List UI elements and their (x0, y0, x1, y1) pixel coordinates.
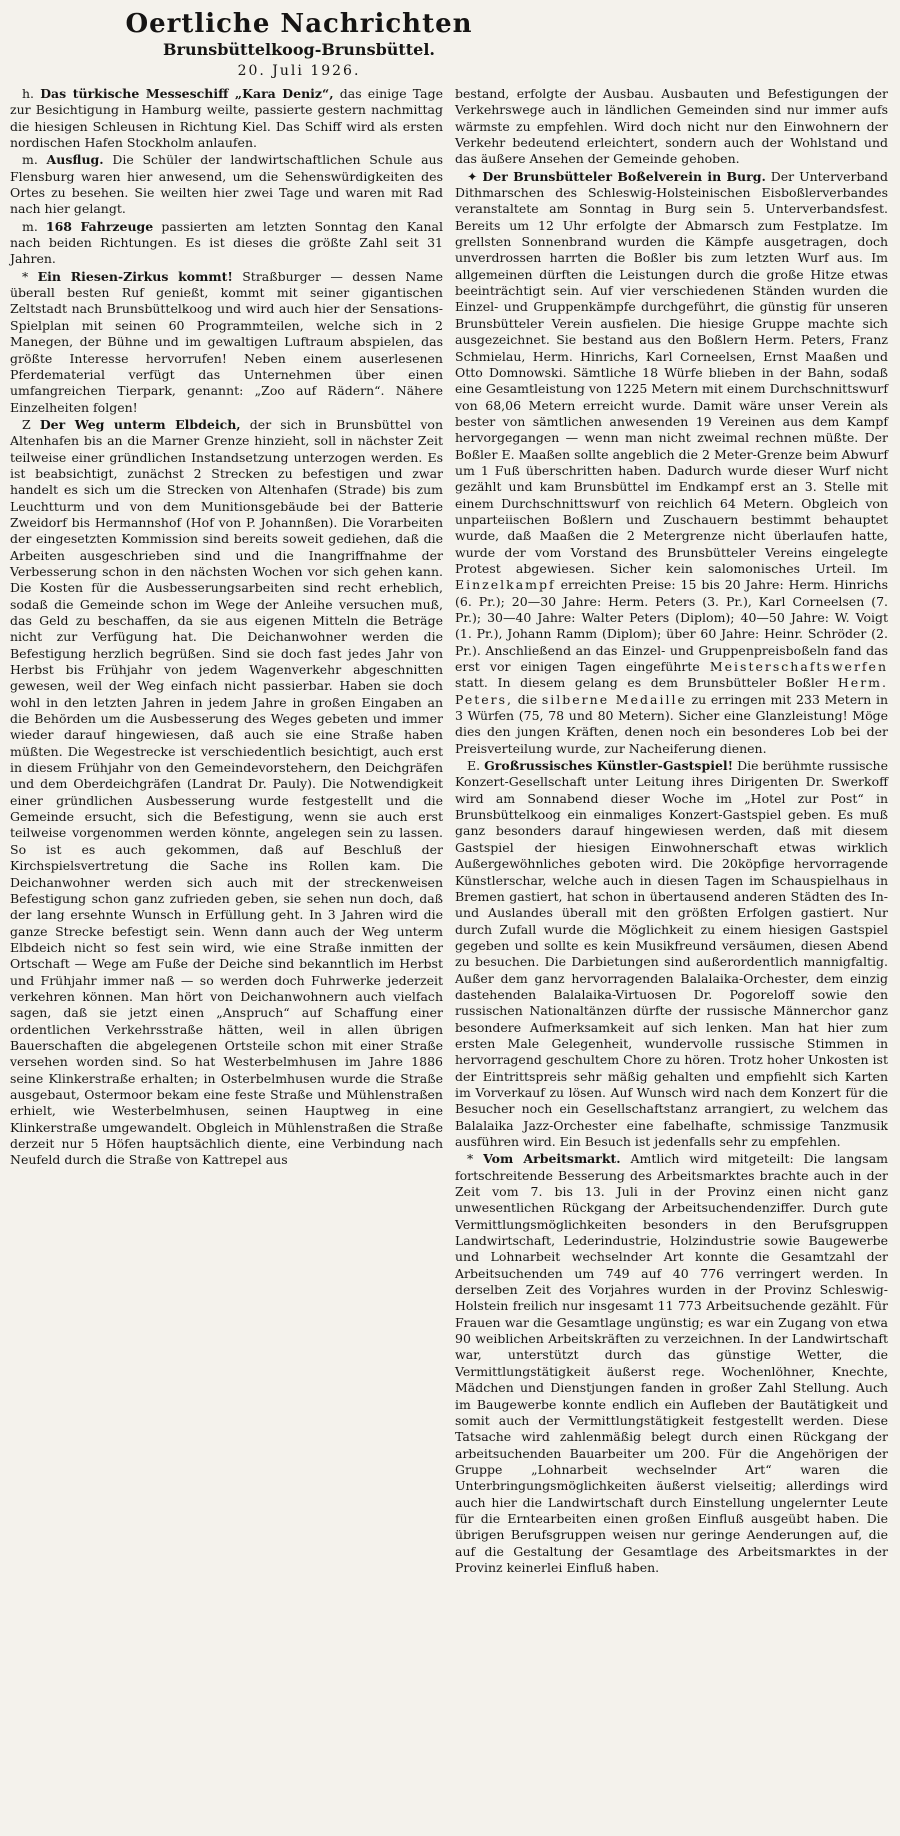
article-body: statt. In diesem gelang es dem Brunsbütteler Boßler (455, 675, 838, 691)
article-body: Der Unterverband Dithmarschen des Schleswig-Holsteinischen Eisboßlerverbandes veranstaltete am Sonntag in Burg sein 5. Unterverbandsfest. Bereits um 12 Uhr erfolgte der Abmarsch zum Festplatze. Im grellsten Sonnenbrand wurden die Kämpfe ausgetragen, doch unverdrossen harrten die Boßler bis zum letzten Wurf aus. Im allgemeinen dürften die Leistungen durch die große Hitze etwas beeinträchtigt sein. Auf vier verschiedenen Ständen wurden die Einzel- und Gruppenkämpfe durchgeführt, die günstig für unseren Brunsbütteler Verein ausfielen. Die hiesige Gruppe machte sich ausgezeichnet. Sie bestand aus den Boßlern Herm. Peters, Franz Schmielau, Herm. Hinrichs, Karl Corneelsen, Ernst Maaßen und Otto Domnowski. Sämtliche 18 Würfe blieben in der Bahn, sodaß eine Gesamtleistung von 1225 Metern mit einem Durchschnittswurf von 68,06 Metern erreicht wurde. Damit wäre unser Verein als bester von sämtlichen anwesenden 19 Vereinen aus dem Kampf hervorgegangen — wenn man nicht zweimal rechnen müßte. Der Boßler E. Maaßen sollte angeblich die 2 Meter-Grenze beim Abwurf um 1 Fuß überschritten haben. Dadurch wurde dieser Wurf nicht gezählt und kam Brunsbüttel im Endkampf erst an 3. Stelle mit einem Durchschnittswurf von reichlich 64 Metern. Obgleich von unparteiischen Boßlern und Zuschauern bestimmt behauptet wurde, daß Maaßen die 2 Metergrenze nicht überlaufen hatte, wurde der vom Vorstand des Brunsbütteler Vereins eingelegte Protest abgewiesen. Sicher kein salomonisches Urteil. Im (455, 168, 888, 576)
article-body: erreichten Preise: 15 bis 20 Jahre: Herm. Hinrichs (6. Pr.); 20—30 Jahre: Herm. Peters (3. Pr.), Karl Corneelsen (7. Pr.); 30—40 Jahre: Walter Peters (Diplom); 40—50 Jahre: W. Voigt (1. Pr.), Johann Ramm (Diplom); über 60 Jahre: Heinr. Schröder (2. Pr.). Anschließend an das Einzel- und Gruppenpreisboßeln fand das erst vor einigen Tagen eingeführte (455, 577, 888, 675)
article-bosselverein (455, 169, 888, 757)
column-right (455, 86, 888, 1577)
article-headline: Der Weg unterm Elbdeich, (39, 416, 241, 432)
page-subtitle: Brunsbüttelkoog-Brunsbüttel. (163, 40, 435, 59)
article-headline: Ein Riesen-Zirkus kommt! (37, 268, 233, 284)
issue-date: 20. Juli 1926. (237, 63, 361, 79)
article-body: der sich in Brunsbüttel von Altenhafen bis an die Marner Grenze hinzieht, soll in nächster Zeit teilweise einer gründlichen Instandsetzung unterzogen werden. Es ist beabsichtigt, zunächst 2 Strecken zu befestigen und zwar handelt es sich um die Strecken von Altenhafen (Strade) bis zum Leuchtturm und von dem Munitionsgebäude bei der Batterie Zweidorf bis Hermannshof (Hof von P. Johannßen). Die Vorarbeiten der eingesetzten Kommission sind bereits soweit gediehen, daß die Arbeiten ausgeschrieben sind und die Inangriffnahme der Verbesserung schon in den nächsten Wochen vor sich gehen kann. Die Kosten für die Ausbesserungsarbeiten sind recht erheblich, sodaß die Gemeinde schon im Wege der Anleihe versuchen muß, das Geld zu beschaffen, da sie aus eigenen Mitteln die Beträge nicht zur Verfügung hat. Die Deichanwohner werden die Befestigung herzlich begrüßen. Sind sie doch fast jedes Jahr von Herbst bis Frühjahr von jedem Wagenverkehr abgeschnitten gewesen, weil der Weg einfach nicht passierbar. Haben sie doch wohl in den letzten Jahren in jedem Jahre in großen Eingaben an die Behörden um die Ausbesserung des Weges gebeten und immer wieder darauf hingewiesen, daß auch sie eine Straße haben müßten. Die Wegestrecke ist verschiedentlich besichtigt, auch erst in diesem Frühjahr von den Gemeindevorstehern, den Deichgräfen und dem Oberdeichgräfen (Landrat Dr. Pauly). Die Notwendigkeit einer gründlichen Ausbesserung wurde festgestellt und die Gemeinde ersucht, sich die Befestigung, wenn sie auch erst teilweise vorgenommen werden könnte, angelegen sein zu lassen. So ist es auch gekommen, daß auf Beschluß der Kirchspielsvertretung die Sache ins Rollen kam. Die Deichanwohner werden sich auch mit der streckenweisen Befestigung schon ganz zufrieden geben, sie sehen nun doch, daß der lang ersehnte Wunsch in Erfüllung geht. In 3 Jahren wird die ganze Strecke befestigt sein. Wenn dann auch der Weg unterm Elbdeich nicht so fest sein wird, wie eine Straße inmitten der Ortschaft — Wege am Fuße der Deiche sind bekanntlich im Herbst und Frühjahr immer naß — so werden doch Fuhrwerke jederzeit verkehren können. Man hört von Deichanwohnern auch vielfach sagen, daß sie jetzt einen „Anspruch“ auf Schaffung einer ordentlichen Verkehrsstraße hätten, weil in allen übrigen Bauerschaften die abgelegenen Ortsteile schon mit einer Straße versehen worden sind. So hat Westerbelmhusen im Jahre 1886 seine Klinkerstraße erhalten; in Osterbelmhusen wurde die Straße ausgebaut, Ostermoor bekam eine feste Straße und Mühlenstraßen erhielt, wie Westerbelmhusen, seinen Hauptweg in eine Klinkerstraße umgewandelt. Obgleich in Mühlenstraßen die Straße derzeit nur 5 Höfen hauptsächlich diente, eine Verbindung nach Neufeld durch die Straße von Kattrepel aus (10, 416, 444, 1168)
article-prefix: E. (467, 758, 485, 774)
article-body: das einige Tage zur Besichtigung in Hamburg weilte, passierte gestern nachmittag die hiesigen Schleusen in Richtung Kiel. Das Schiff wird als ersten nordischen Hafen Stockholm anlaufen. (10, 86, 444, 151)
article-elbdeich-road (10, 417, 443, 1169)
article-body: Amtlich wird mitgeteilt: Die langsam fortschreitende Besserung des Arbeitsmarktes brachte auch in der Zeit vom 7. bis 13. Juli in der Provinz einen nicht ganz unwesentlichen Rückgang der Arbeitsuchendenziffer. Durch gute Vermittlungsmöglichkeiten besonders in den Berufsgruppen Landwirtschaft, Lederindustrie, Holzindustrie sowie Baugewerbe und Lohnarbeit wechselnder Art konnte die Gesamtzahl der Arbeitsuchenden um 749 auf 40 776 verringert werden. In derselben Zeit des Vorjahres wurden in der Provinz Schleswig-Holstein freilich nur insgesamt 11 773 Arbeitsuchende gezählt. Für Frauen war die Gesamtlage ungünstig; es war ein Zugang von etwa 90 weiblichen Arbeitskräften zu verzeichnen. In der Landwirtschaft war, unterstützt durch das günstige Wetter, die Vermittlungstätigkeit äußerst rege. Wochenlöhner, Knechte, Mädchen und Dienstjungen fanden in großer Zahl Stellung. Auch im Baugewerbe konnte endlich ein Aufleben der Bautätigkeit und somit auch der Vermittlungstätigkeit festgestellt werden. Diese Tatsache wird zahlenmäßig belegt durch einen Rückgang der arbeitsuchenden Bauarbeiter um 200. Für die Angehörigen der Gruppe „Lohnarbeit wechselnder Art“ waren die Unterbringungsmöglichkeiten äußerst vielseitig; allerdings wird auch hier die Landwirtschaft durch Einstellung ungelernter Leute für die Erntearbeiten einen großen Einfluß ausgeübt haben. Die übrigen Berufsgruppen weisen nur geringe Aenderungen auf, die auf die Gestaltung der Gesamtlage des Arbeitsmarktes in der Provinz keinerlei Einfluß haben. (455, 1151, 888, 1575)
article-turkish-ship (10, 86, 443, 151)
article-headline: Der Brunsbütteler Boßelverein in Burg. (482, 168, 766, 184)
article-prefix: m. (22, 218, 46, 234)
article-prefix: Z (22, 416, 40, 432)
article-prefix: * (467, 1151, 484, 1167)
article-prefix: m. (22, 152, 47, 168)
article-body: Straßburger — dessen Name überall besten Ruf genießt, kommt mit seiner gigantischen Zeltstadt nach Brunsbüttelkoog und wird auch hier der Sensations-Spielplan mit seinen 60 Programmteilen, welche sich in 2 Manegen, der Bühne und im gewaltigen Luftraum abspielen, das größte Interesse hervorrufen! Neben einem auserlesenen Pferdematerial verfügt das Unternehmen über einen umfangreichen Tierpark, genannt: „Zoo auf Rädern“. Nähere Einzelheiten folgen! (10, 268, 443, 415)
article-prefix: h. (22, 86, 41, 101)
article-vessels (10, 219, 443, 268)
article-body: die (513, 691, 542, 707)
article-labor-market (455, 1151, 888, 1576)
article-prefix: * (22, 268, 38, 284)
page-title: Oertliche Nachrichten (125, 9, 473, 39)
article-headline: Großrussisches Künstler-Gastspiel! (484, 758, 734, 774)
article-body: Die berühmte russische Konzert-Gesellschaft unter Leitung ihres Dirigenten Dr. Swerkoff wird am Sonnabend dieser Woche im „Hotel zur Post“ in Brunsbüttelkoog ein einmaliges Konzert-Gastspiel geben. Es muß ganz besonders darauf hingewiesen werden, daß mit diesem Gastspiel der hiesigen Einwohnerschaft etwas wirklich Außergewöhnliches geboten wird. Die 20köpfige hervorragende Künstlerschar, welche auch in diesen Tagen im Schauspielhaus in Bremen gastiert, hat schon in übertausend anderen Städten des In- und Auslandes überall mit den größten Erfolgen gastiert. Nur durch Zufall wurde die Möglichkeit zu einem hiesigen Gastspiel gegeben und sollte es kein Musikfreund versäumen, diesen Abend zu besuchen. Die Darbietungen sind außerordentlich mannigfaltig. Außer dem ganz hervorragenden Balalaika-Orchester, dem einzig dastehenden Balalaika-Virtuosen Dr. Pogoreloff sowie den russischen Nationaltänzen dürfte der russische Männerchor ganz besondere Aufmerksamkeit auf sich lenken. Man hat hier zum ersten Male Gelegenheit, wundervolle russische Stimmen in hervorragend geschultem Chore zu hören. Trotz hoher Unkosten ist der Eintrittspreis sehr mäßig gehalten und empfiehlt sich Karten im Vorverkauf zu lösen. Auf Wunsch wird nach dem Konzert für die Besucher noch ein Gesellschaftstanz arrangiert, zu welchem das Balalaika Jazz-Orchester eine fabelhafte, schmissige Tanzmusik ausführen wird. Ein Besuch ist jedenfalls sehr zu empfehlen. (455, 758, 888, 1149)
article-prefix: ✦ (467, 168, 483, 184)
spaced-emphasis: Herm. Peters, (455, 675, 888, 707)
article-body: Die Schüler der landwirtschaftlichen Schule aus Flensburg waren hier anwesend, um die Sehenswürdigkeiten des Ortes zu besehen. Sie weilten hier zwei Tage und waren mit Rad nach hier gelangt. (10, 152, 443, 217)
article-headline: Vom Arbeitsmarkt. (483, 1151, 621, 1167)
article-columns (10, 86, 888, 1577)
spaced-emphasis: Meisterschaftswerfen (709, 659, 888, 675)
article-excursion (10, 152, 443, 217)
masthead (0, 8, 888, 80)
article-headline: Das türkische Messeschiff „Kara Deniz“, (40, 86, 334, 101)
article-headline: Ausflug. (46, 152, 104, 168)
article-circus (10, 269, 443, 416)
article-body: passierten am letzten Sonntag den Kanal nach beiden Richtungen. Es ist dieses die größte Zahl seit 31 Jahren. (10, 218, 443, 267)
article-continuation: bestand, erfolgte der Ausbau. Ausbauten und Befestigungen der Verkehrswege auch in ländlichen Gemeinden sind nur immer aufs wärmste zu empfehlen. Wird doch nicht nur den Einwohnern der Verkehr bedeutend erleichtert, sondern auch der Wohlstand und das äußere Ansehen der Gemeinde gehoben. (455, 86, 888, 167)
article-body: zu erringen mit 233 Metern in 3 Würfen (75, 78 und 80 Metern). Sicher eine Glanzleistung! Möge dies den jungen Kräften, denen noch ein besonderes Lob bei der Preisverteilung wurde, zur Nacheiferung dienen. (455, 691, 889, 756)
spaced-emphasis: silberne Medaille (541, 691, 687, 707)
article-russian-concert (455, 758, 888, 1150)
spaced-emphasis: Einzelkampf (455, 577, 556, 593)
article-headline: 168 Fahrzeuge (45, 218, 154, 234)
column-left (10, 86, 443, 1577)
